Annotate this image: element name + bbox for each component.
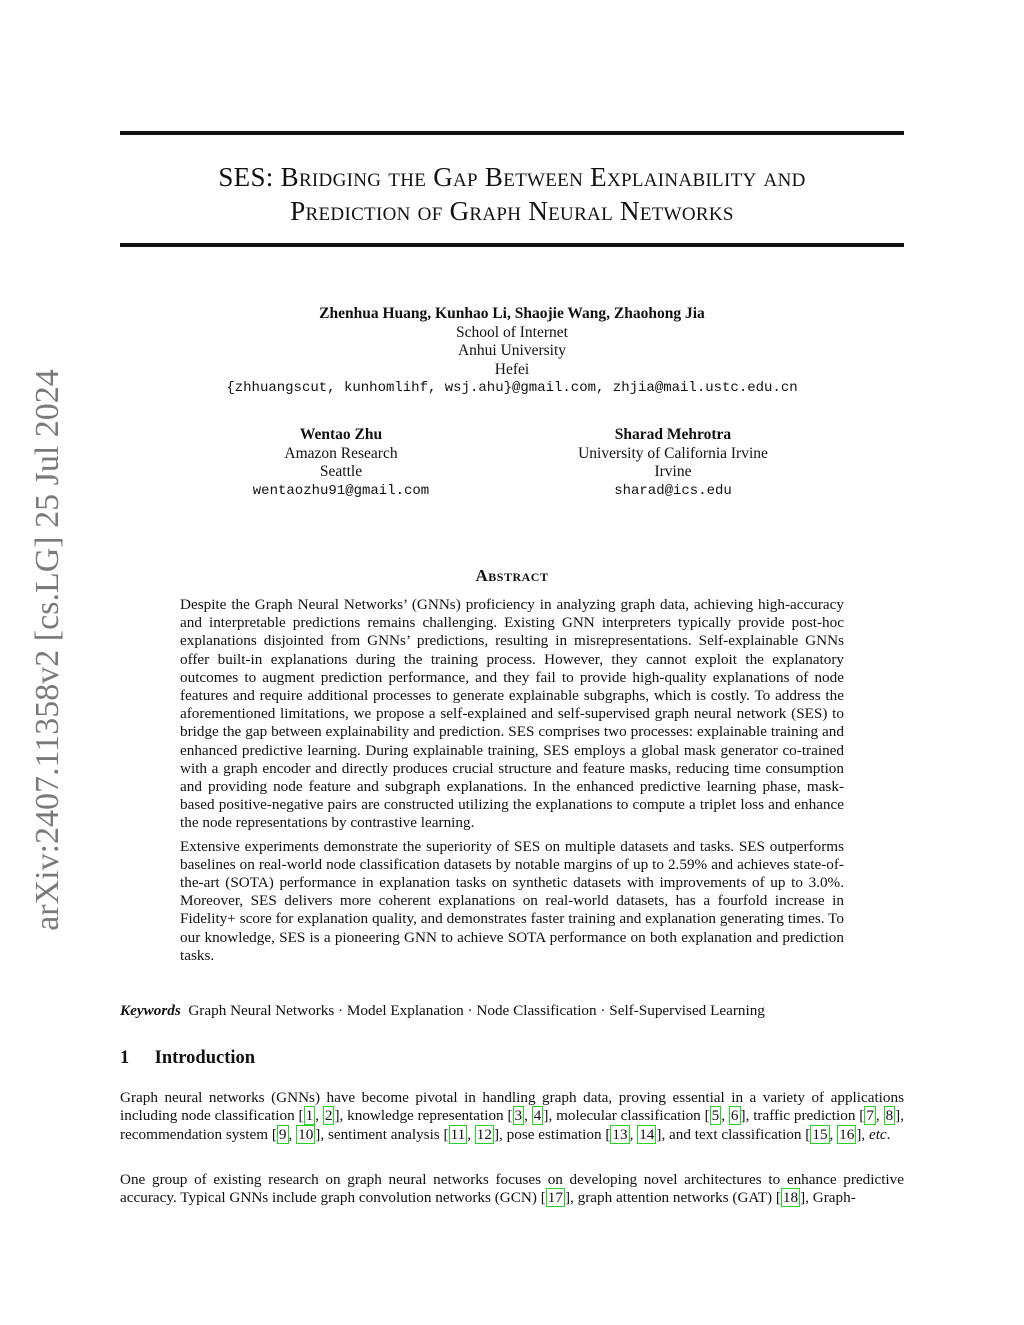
author-block-left <box>191 426 491 500</box>
citation-link[interactable]: 11 <box>450 1125 466 1143</box>
citation-link[interactable]: 15 <box>812 1125 828 1143</box>
author-left-org: Amazon Research <box>284 444 398 462</box>
citation-link[interactable]: 7 <box>866 1107 874 1125</box>
citation-link[interactable]: 10 <box>298 1125 314 1143</box>
author-block-right <box>523 426 823 500</box>
title-line-2: Prediction of Graph Neural Networks <box>290 196 734 226</box>
author-right-email[interactable]: sharad@ics.edu <box>614 482 732 499</box>
citation-link[interactable]: 12 <box>476 1125 492 1143</box>
intro-text: , Graph- <box>805 1189 856 1207</box>
abstract-heading: Abstract <box>475 566 549 585</box>
author-emails[interactable]: {zhhuangscut, kunhomlihf, wsj.ahu}@gmail.com, zhjia@mail.ustc.edu.cn <box>226 380 798 396</box>
citation-link[interactable]: 18 <box>782 1189 799 1207</box>
intro-text: , graph attention networks (GAT) <box>570 1189 776 1207</box>
abstract-paragraph-1: Despite the Graph Neural Networks’ (GNNs) proficiency in analyzing graph data, achieving high-accuracy and interpretable predictions remains challenging. Existing GNN interpreters typically provide post-hoc explanations disjointed from GNNs’ predictions, resulting in misrepresentations. Self-explainable GNNs offer built-in explanations during the training process. However, they cannot exploit the explanatory outcomes to augment prediction performance, and they fail to provide high-quality explanations of node features and require additional processes to generate explainable subgraphs, which is costly. To address the aforementioned limitations, we propose a self-explained and self-supervised graph neural network (SES) to bridge the gap between explainability and prediction. SES comprises two processes: explainable training and enhanced predictive learning. During explainable training, SES employs a global mask generator co-trained with a graph encoder and directly produces crucial structure and feature masks, reducing time consumption and providing node feature and subgraph explanations. In the enhanced predictive learning phase, mask-based positive-negative pairs are constructed utilizing the explanations to compute a triplet loss and enhance the node representations by contrastive learning. <box>180 596 844 832</box>
intro-text: , knowledge representation <box>339 1107 508 1125</box>
author-dept: School of Internet <box>456 323 568 341</box>
author-left-city: Seattle <box>319 463 363 480</box>
intro-text: One group of existing research on graph neural networks focuses on developing novel architectures to enhance predictive accuracy. Typical GNNs include graph convolution networks (GCN) <box>120 1171 904 1207</box>
author-left-name: Wentao Zhu <box>299 426 383 443</box>
title-line-1: SES: Bridging the Gap Between Explainability and <box>218 162 806 192</box>
intro-text: , pose estimation <box>499 1125 606 1143</box>
section-number: 1 <box>120 1048 130 1068</box>
citation-link[interactable]: 17 <box>547 1189 563 1207</box>
citation-link[interactable]: 5 <box>711 1107 720 1125</box>
intro-text: , and text classification <box>661 1125 806 1143</box>
abstract-paragraph-2: Extensive experiments demonstrate the superiority of SES on multiple datasets and tasks. SES outperforms baselines on real-world node classification datasets by notable margins of up to 2.59% and achieves state-of-the-art (SOTA) performance in explanation tasks on synthetic datasets with improvements of up to 3.0%. Moreover, SES delivers more coherent explanations on real-world datasets, has a fourfold increase in Fidelity+ score for explanation quality, and demonstrates faster training and explanation generating times. To our knowledge, SES is a pioneering GNN to achieve SOTA performance on both explanation and prediction tasks. <box>180 837 844 964</box>
author-city: Hefei <box>494 360 530 378</box>
section-heading-introduction <box>120 1048 255 1069</box>
author-right-name: Sharad Mehrotra <box>614 426 732 443</box>
author-right-city: Irvine <box>654 463 692 480</box>
keywords-label: Keywords <box>120 1002 181 1019</box>
title-bottom-rule <box>120 243 904 247</box>
author-right-org: University of California Irvine <box>578 444 768 462</box>
citation-link[interactable]: 4 <box>533 1107 542 1125</box>
intro-text: , <box>861 1125 869 1143</box>
citation-link[interactable]: 2 <box>324 1107 333 1125</box>
intro-text: , sentiment analysis <box>320 1125 444 1143</box>
author-univ: Anhui University <box>457 342 567 359</box>
intro-text: , traffic prediction <box>745 1107 860 1125</box>
section-title: Introduction <box>154 1048 256 1068</box>
keywords-line <box>120 1002 904 1020</box>
citation-link[interactable]: 14 <box>639 1125 655 1143</box>
intro-paragraph-1: Graph neural networks (GNNs) have become pivotal in handling graph data, proving essential in a variety of applications including node classification [ 1 , 2 ], knowledge representation [ 3 , 4 ], molecular classification [ 5 , 6 ], traffic prediction [ 7 , 8 ], recommendation system [ 9 , 10 ], sentiment analysis [ 11 , 12 ], pose estimation [ 13 , 14 ], and text classification [ 15 , 16 ], etc. <box>120 1089 905 1143</box>
intro-text: , molecular classification <box>548 1107 705 1125</box>
intro-text: . <box>886 1125 891 1143</box>
arxiv-stamp: arXiv:2407.11358v2 [cs.LG] 25 Jul 2024 <box>29 369 66 931</box>
keywords-text: Graph Neural Networks · Model Explanation · Node Classification · Self-Supervised Learning <box>188 1002 765 1019</box>
intro-text: , recommendation system <box>120 1107 905 1143</box>
citation-link[interactable]: 16 <box>839 1125 855 1143</box>
intro-paragraph-2: One group of existing research on graph neural networks focuses on developing novel architectures to enhance predictive accuracy. Typical GNNs include graph convolution networks (GCN) [ 17 ], graph attention networks (GAT) [ 18 ], Graph- <box>120 1171 904 1207</box>
abstract-body <box>180 596 844 970</box>
citation-link[interactable]: 3 <box>514 1107 523 1125</box>
intro-etc: etc <box>868 1125 887 1143</box>
author-left-email[interactable]: wentaozhu91@gmail.com <box>252 482 430 499</box>
citation-link[interactable]: 6 <box>730 1107 739 1125</box>
intro-text: Graph neural networks (GNNs) have become pivotal in handling graph data, proving essential in a variety of applications including node classification <box>120 1089 904 1125</box>
author-block-main <box>120 305 904 398</box>
citation-link[interactable]: 13 <box>612 1125 628 1143</box>
citation-link[interactable]: 8 <box>885 1107 894 1125</box>
author-names: Zhenhua Huang, Kunhao Li, Shaojie Wang, Zhaohong Jia <box>319 305 705 322</box>
citation-link[interactable]: 1 <box>305 1107 314 1125</box>
title-top-rule <box>120 131 904 135</box>
citation-link[interactable]: 9 <box>278 1125 287 1143</box>
paper-title <box>120 160 904 228</box>
